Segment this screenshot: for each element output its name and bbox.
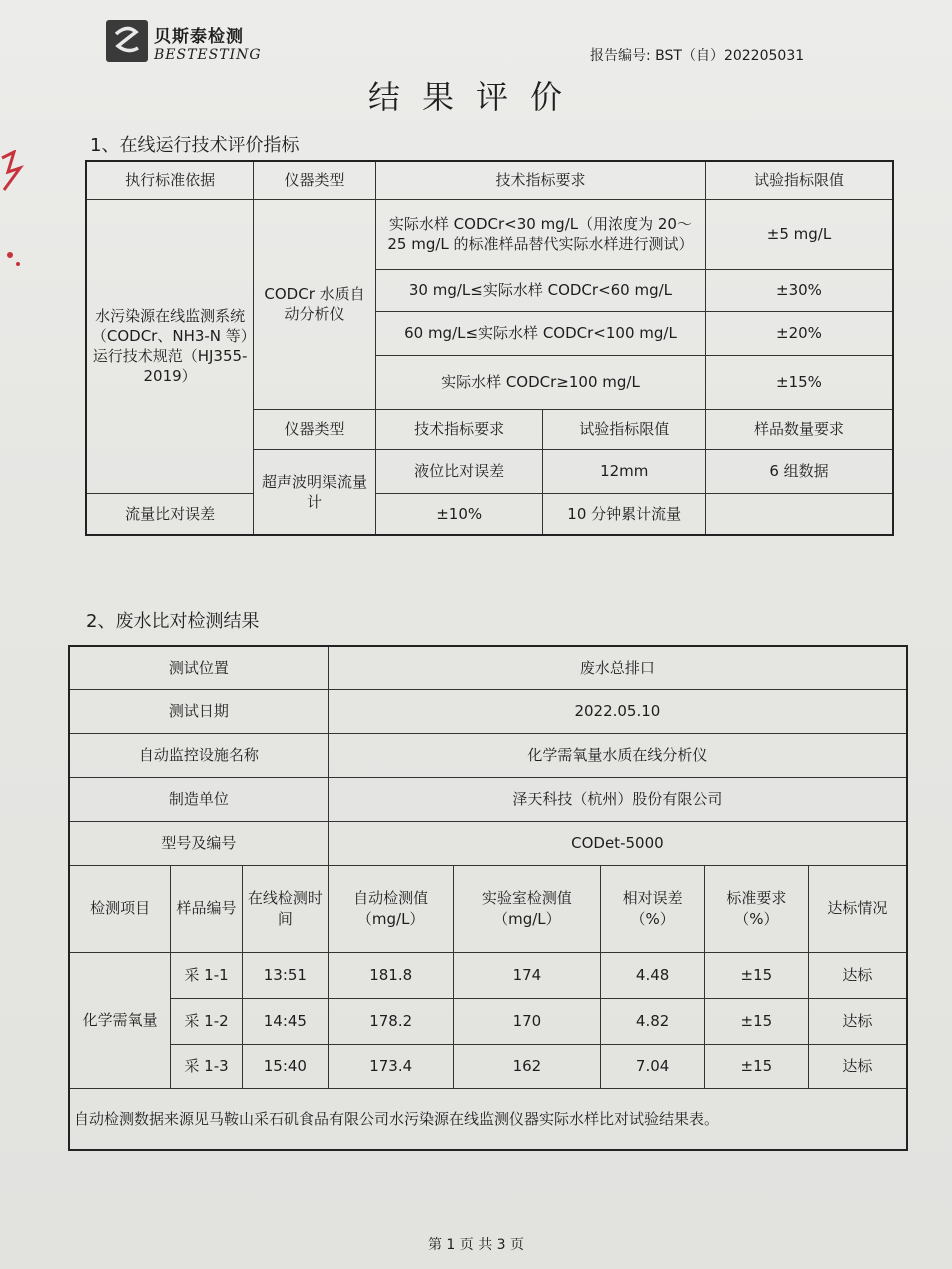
cod-req-4: 实际水样 CODCr≥100 mg/L xyxy=(375,355,705,409)
logo-english-name: BESTESTING xyxy=(154,47,262,63)
standard-req: ±15 xyxy=(705,952,809,998)
comparison-result-table xyxy=(68,645,908,1151)
th-instrument: 仪器类型 xyxy=(254,161,376,199)
auto-value: 181.8 xyxy=(328,952,453,998)
item-cod: 化学需氧量 xyxy=(69,952,171,1088)
lab-value: 170 xyxy=(453,998,601,1044)
cod-req-3: 60 mg/L≤实际水样 CODCr<100 mg/L xyxy=(375,311,705,355)
logo-mark-icon xyxy=(106,20,148,62)
cod-req-1: 实际水样 CODCr<30 mg/L（用浓度为 20～25 mg/L 的标准样品替代实际水样进行测试） xyxy=(375,199,705,269)
info-label-model: 型号及编号 xyxy=(69,821,328,865)
th-lab-value: 实验室检测值（mg/L） xyxy=(453,865,601,952)
info-label-date: 测试日期 xyxy=(69,689,328,733)
cod-limit-2: ±30% xyxy=(706,269,894,311)
flow-th-instrument: 仪器类型 xyxy=(254,409,376,449)
th-compliance: 达标情况 xyxy=(808,865,907,952)
relative-error: 7.04 xyxy=(601,1044,705,1088)
cod-limit-1: ±5 mg/L xyxy=(706,199,894,269)
logo-chinese-name: 贝斯泰检测 xyxy=(154,27,244,47)
standard-req: ±15 xyxy=(705,998,809,1044)
flow-th-requirement: 技术指标要求 xyxy=(375,409,543,449)
flow-limit-2: ±10% xyxy=(375,493,543,535)
online-time: 13:51 xyxy=(242,952,328,998)
th-item: 检测项目 xyxy=(69,865,171,952)
lab-value: 162 xyxy=(453,1044,601,1088)
standard-basis: 水污染源在线监测系统（CODCr、NH3-N 等）运行技术规范（HJ355-2019） xyxy=(86,199,254,493)
info-value-model: CODet-5000 xyxy=(328,821,907,865)
lab-value: 174 xyxy=(453,952,601,998)
section1-heading: 1、在线运行技术评价指标 xyxy=(90,135,300,156)
page-footer: 第 1 页 共 3 页 xyxy=(427,1237,525,1253)
cod-limit-4: ±15% xyxy=(706,355,894,409)
technical-indicator-table xyxy=(85,160,894,536)
flow-req-1: 液位比对误差 xyxy=(375,449,543,493)
cod-limit-3: ±20% xyxy=(706,311,894,355)
flow-th-qty: 样品数量要求 xyxy=(706,409,894,449)
compliance: 达标 xyxy=(808,1044,907,1088)
th-auto-value: 自动检测值（mg/L） xyxy=(328,865,453,952)
flow-instrument: 超声波明渠流量计 xyxy=(254,449,376,535)
auto-value: 173.4 xyxy=(328,1044,453,1088)
th-sample-id: 样品编号 xyxy=(171,865,243,952)
table-note: 自动检测数据来源见马鞍山采石矶食品有限公司水污染源在线监测仪器实际水样比对试验结果表。 xyxy=(69,1088,907,1150)
compliance: 达标 xyxy=(808,998,907,1044)
page-title: 结果评价 xyxy=(367,78,584,116)
th-online-time: 在线检测时间 xyxy=(242,865,328,952)
relative-error: 4.48 xyxy=(601,952,705,998)
sample-id: 采 1-1 xyxy=(171,952,243,998)
sample-id: 采 1-3 xyxy=(171,1044,243,1088)
compliance: 达标 xyxy=(808,952,907,998)
company-logo xyxy=(106,20,266,66)
flow-qty-1: 6 组数据 xyxy=(706,449,894,493)
th-standard: 执行标准依据 xyxy=(86,161,254,199)
info-value-manufacturer: 泽天科技（杭州）股份有限公司 xyxy=(328,777,907,821)
info-label-facility: 自动监控设施名称 xyxy=(69,733,328,777)
th-limit: 试验指标限值 xyxy=(706,161,894,199)
auto-value: 178.2 xyxy=(328,998,453,1044)
relative-error: 4.82 xyxy=(601,998,705,1044)
red-stamp-mark xyxy=(0,150,26,270)
online-time: 14:45 xyxy=(242,998,328,1044)
th-requirement: 技术指标要求 xyxy=(375,161,705,199)
flow-th-limit: 试验指标限值 xyxy=(543,409,706,449)
cod-req-2: 30 mg/L≤实际水样 CODCr<60 mg/L xyxy=(375,269,705,311)
flow-req-2: 流量比对误差 xyxy=(86,493,254,535)
info-label-manufacturer: 制造单位 xyxy=(69,777,328,821)
cod-instrument: CODCr 水质自动分析仪 xyxy=(254,199,376,409)
sample-id: 采 1-2 xyxy=(171,998,243,1044)
info-value-location: 废水总排口 xyxy=(328,646,907,689)
th-standard-req: 标准要求（%） xyxy=(705,865,809,952)
flow-limit-1: 12mm xyxy=(543,449,706,493)
report-number: 报告编号: BST（自）202205031 xyxy=(590,48,805,64)
th-relative-error: 相对误差（%） xyxy=(601,865,705,952)
standard-req: ±15 xyxy=(705,1044,809,1088)
info-value-date: 2022.05.10 xyxy=(328,689,907,733)
info-value-facility: 化学需氧量水质在线分析仪 xyxy=(328,733,907,777)
flow-qty-2: 10 分钟累计流量 xyxy=(543,493,706,535)
online-time: 15:40 xyxy=(242,1044,328,1088)
section2-heading: 2、废水比对检测结果 xyxy=(86,611,260,632)
info-label-location: 测试位置 xyxy=(69,646,328,689)
